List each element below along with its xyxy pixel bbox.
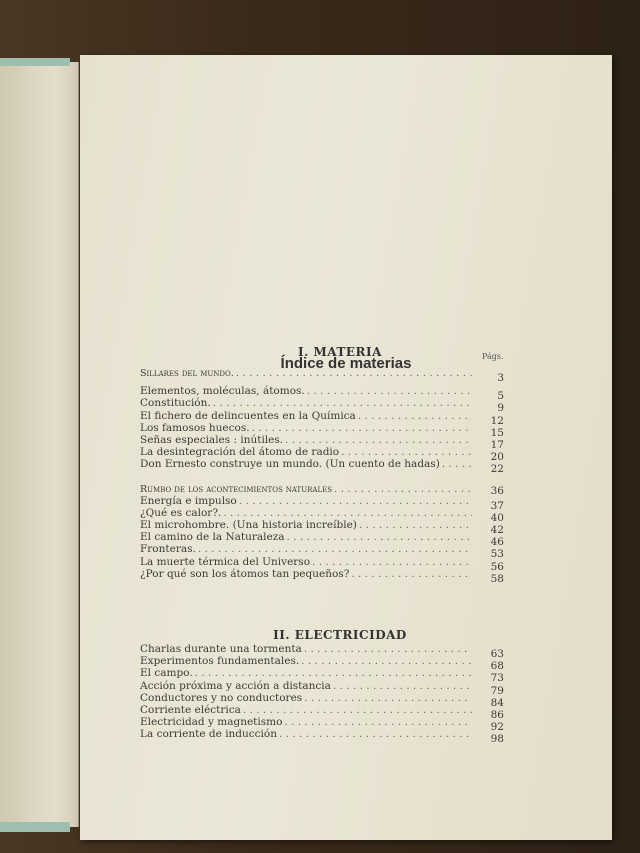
entry-title: Energía e impulso xyxy=(140,494,237,507)
toc-entry xyxy=(140,716,504,734)
toc-entry xyxy=(140,679,504,697)
entry-title: Acción próxima y acción a distancia xyxy=(140,679,331,692)
toc-entry xyxy=(140,691,504,709)
leader-dots xyxy=(307,385,472,397)
leader-dots xyxy=(334,483,472,495)
page-number: 58 xyxy=(490,572,504,585)
leader-dots xyxy=(341,446,472,458)
toc-entry xyxy=(140,446,504,464)
toc-entry xyxy=(140,643,504,660)
toc-entry xyxy=(140,421,504,439)
entry-title: Constitución. xyxy=(140,397,211,410)
page-number: 17 xyxy=(490,438,504,451)
toc-entry xyxy=(140,531,504,549)
page-number: 15 xyxy=(490,426,504,439)
section-title: Rumbo de los acontecimientos naturales xyxy=(140,483,333,495)
entry-title: Charlas durante una tormenta xyxy=(140,643,302,655)
leader-dots xyxy=(304,692,472,704)
entry-title: Señas especiales : inútiles. xyxy=(140,433,284,446)
toc-entry xyxy=(140,433,504,451)
leader-dots xyxy=(312,556,472,568)
page-number: 37 xyxy=(490,499,504,512)
page-number: 9 xyxy=(497,402,504,415)
entry-title: ¿Qué es calor?. xyxy=(140,506,222,519)
toc-entry xyxy=(140,543,504,561)
book-spine-bottom xyxy=(0,822,70,832)
entry-title: La desintegración del átomo de radio xyxy=(140,446,340,459)
page-number: 73 xyxy=(490,672,504,685)
pages-column-label: Págs. xyxy=(482,352,504,361)
part-heading-materia: I. MATERIA xyxy=(298,345,382,359)
page-number: 68 xyxy=(490,660,504,673)
leader-dots xyxy=(358,410,472,422)
leader-dots xyxy=(198,543,472,555)
entry-title: Corriente eléctrica xyxy=(140,703,241,716)
toc-list-electricidad xyxy=(140,643,504,746)
page-number: 56 xyxy=(490,560,504,573)
leader-dots xyxy=(223,507,472,519)
page-number: 36 xyxy=(490,484,504,497)
page-number: 98 xyxy=(490,733,504,746)
entry-title: Fronteras. xyxy=(140,543,196,556)
entry-title: El camino de la Naturaleza xyxy=(140,531,285,544)
leader-dots xyxy=(279,728,472,740)
page-number: 5 xyxy=(497,390,504,403)
toc-entry xyxy=(140,667,504,685)
page-number: 92 xyxy=(490,721,504,734)
page-number: 42 xyxy=(490,524,504,537)
entry-title: La muerte térmica del Universo xyxy=(140,555,311,568)
entry-title: Conductores y no conductores xyxy=(140,691,303,704)
entry-title: Don Ernesto construye un mundo. (Un cuento de hadas) xyxy=(140,458,440,471)
page-number: 3 xyxy=(497,372,504,384)
book-page xyxy=(80,55,612,840)
leader-dots xyxy=(236,367,472,379)
toc-entry xyxy=(140,567,504,585)
page-number: 79 xyxy=(490,684,504,697)
entry-title: La corriente de inducción xyxy=(140,728,277,741)
section-title: Sillares del mundo. xyxy=(140,368,234,379)
page-number: 86 xyxy=(490,708,504,721)
leader-dots xyxy=(359,519,472,531)
toc-section xyxy=(140,483,504,495)
leader-dots xyxy=(333,680,472,692)
page-number: 20 xyxy=(490,451,504,464)
leader-dots xyxy=(213,397,472,409)
toc-entry xyxy=(140,506,504,524)
leader-dots xyxy=(195,667,472,679)
page-number: 40 xyxy=(490,511,504,524)
leader-dots xyxy=(351,568,472,580)
left-page xyxy=(0,62,79,827)
entry-title: Los famosos huecos. xyxy=(140,421,250,434)
leader-dots xyxy=(285,434,472,446)
toc-entry xyxy=(140,409,504,427)
page-number: 53 xyxy=(490,548,504,561)
page-number: 46 xyxy=(490,536,504,549)
leader-dots xyxy=(287,531,472,543)
entry-title: El microhombre. (Una historia increíble) xyxy=(140,519,357,532)
page-number: 84 xyxy=(490,696,504,709)
part-heading-electricidad: II. ELECTRICIDAD xyxy=(273,628,407,642)
leader-dots xyxy=(442,458,472,470)
entry-title: ¿Por qué son los átomos tan pequeños? xyxy=(140,567,350,580)
toc-entry xyxy=(140,703,504,721)
toc-entry xyxy=(140,728,504,746)
toc-entry xyxy=(140,555,504,573)
leader-dots xyxy=(301,655,472,667)
page-number: 12 xyxy=(490,414,504,427)
leader-dots xyxy=(252,422,472,434)
page-number: 63 xyxy=(490,648,504,660)
entry-title: Electricidad y magnetismo xyxy=(140,716,283,729)
entry-title: El campo. xyxy=(140,667,193,680)
toc-list-materia xyxy=(140,367,504,585)
entry-title: Experimentos fundamentales. xyxy=(140,655,300,668)
page-title: Índice de materias xyxy=(280,355,412,372)
toc-entry xyxy=(140,458,504,476)
entry-title: El fichero de delincuentes en la Química xyxy=(140,409,356,422)
leader-dots xyxy=(304,643,472,655)
toc-entry xyxy=(140,519,504,537)
book-spine-top xyxy=(0,58,70,66)
entry-title: Elementos, moléculas, átomos. xyxy=(140,385,305,398)
toc-entry xyxy=(140,494,504,512)
toc-section xyxy=(140,367,504,384)
toc-entry xyxy=(140,655,504,673)
toc-entry xyxy=(140,397,504,415)
toc-entry xyxy=(140,385,504,403)
page-number: 22 xyxy=(490,463,504,476)
leader-dots xyxy=(243,704,472,716)
leader-dots xyxy=(239,495,472,507)
leader-dots xyxy=(284,716,472,728)
